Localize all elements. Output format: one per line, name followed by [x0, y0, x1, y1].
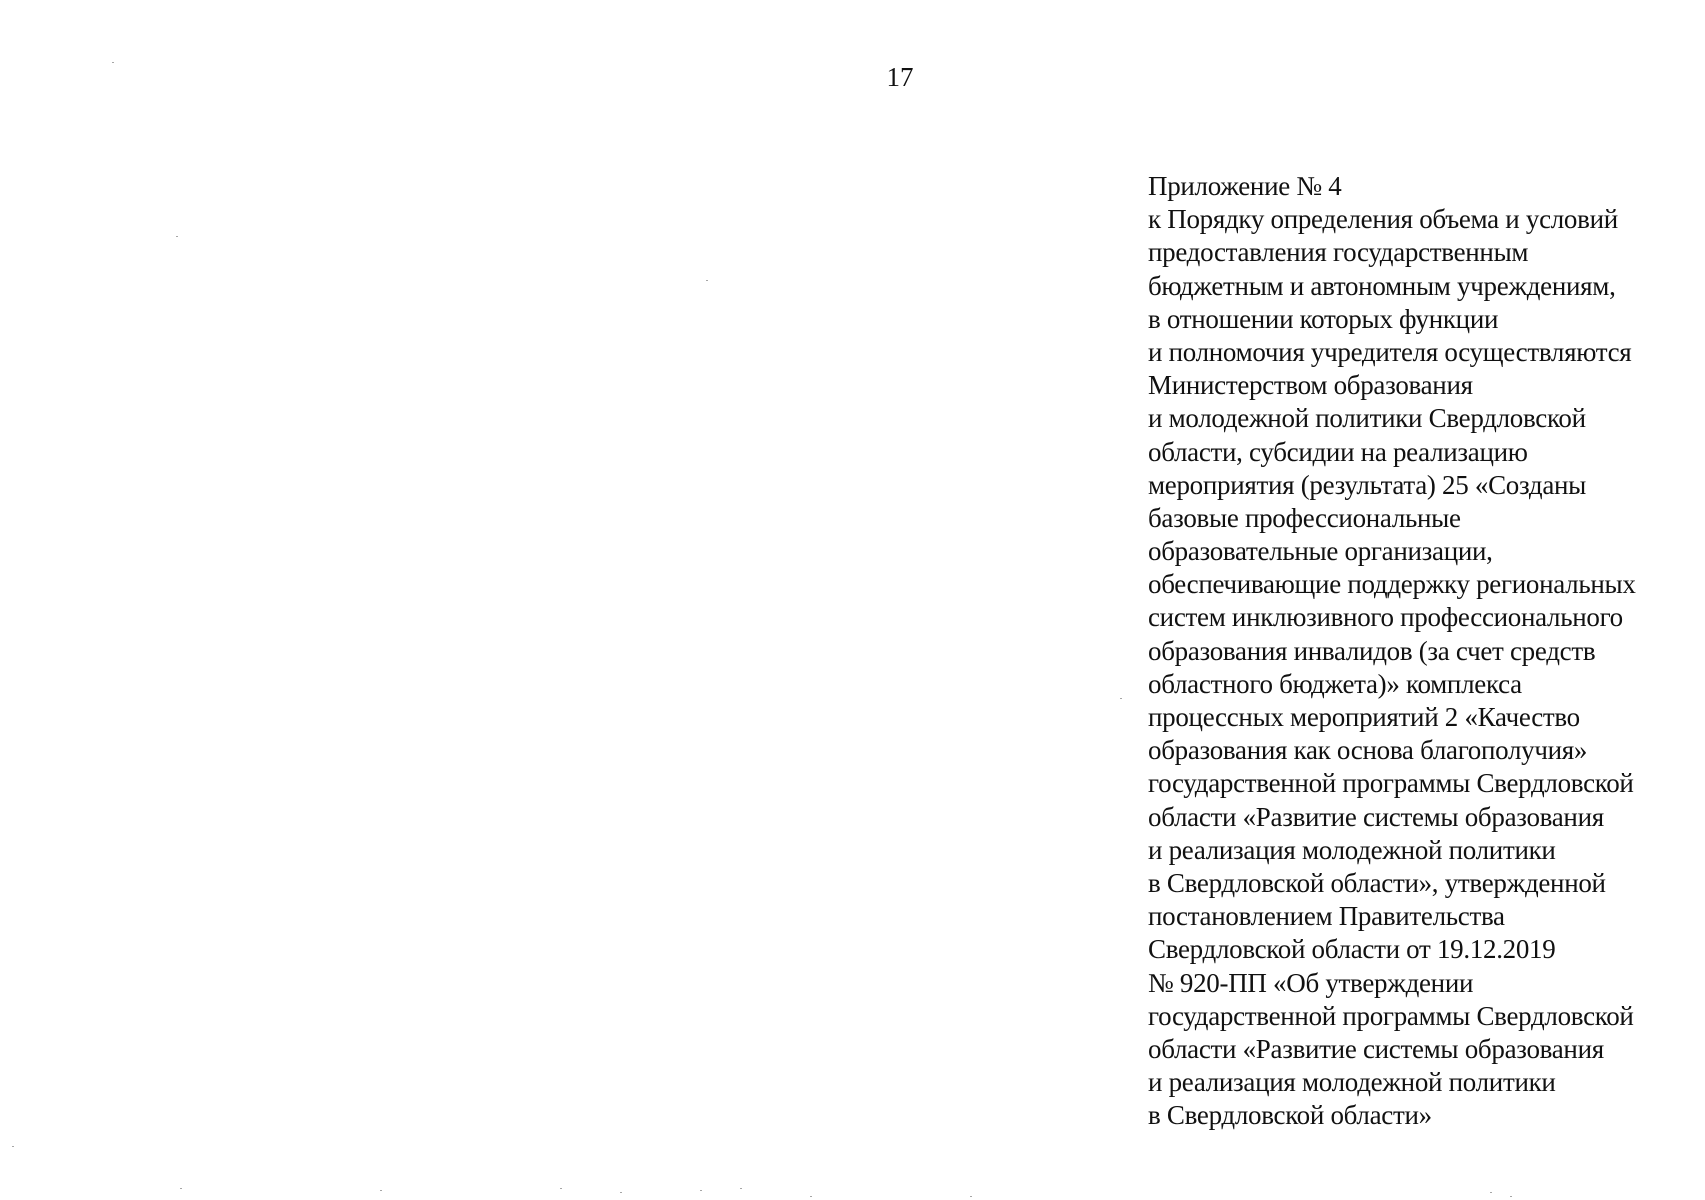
annex-line: областного бюджета)» комплекса: [1148, 668, 1522, 699]
annex-line: образовательные организации,: [1148, 536, 1493, 567]
annex-line: в Свердловской области», утвержденной: [1148, 867, 1606, 898]
annex-heading-block: [1148, 170, 1698, 1132]
annex-line: образования как основа благополучия»: [1148, 735, 1588, 766]
annex-line: бюджетным и автономным учреждениям,: [1148, 270, 1616, 301]
annex-line: и полномочия учредителя осуществляются: [1148, 336, 1632, 367]
scan-speck: [12, 1146, 14, 1147]
annex-line: и молодежной политики Свердловской: [1148, 403, 1586, 434]
annex-line: государственной программы Свердловской: [1148, 768, 1634, 799]
annex-line: и реализация молодежной политики: [1148, 834, 1556, 865]
annex-line: постановлением Правительства: [1148, 901, 1505, 932]
scan-speck: [180, 1188, 182, 1189]
scan-speck: [560, 1188, 562, 1189]
scan-speck: [380, 1190, 382, 1191]
annex-line: образования инвалидов (за счет средств: [1148, 635, 1596, 666]
annex-line: Министерством образования: [1148, 370, 1473, 401]
scan-speck: [700, 1190, 702, 1191]
annex-line: к Порядку определения объема и условий: [1148, 204, 1618, 235]
scan-speck: [1490, 1192, 1492, 1193]
annex-line: в отношении которых функции: [1148, 303, 1499, 334]
annex-line: области «Развитие системы образования: [1148, 1033, 1604, 1064]
scan-speck: [740, 1188, 742, 1189]
scan-speck: [810, 1196, 812, 1197]
annex-line: области, субсидии на реализацию: [1148, 436, 1528, 467]
annex-line: процессных мероприятий 2 «Качество: [1148, 702, 1580, 732]
scan-speck: [1120, 698, 1122, 699]
page-number: 17: [886, 62, 914, 92]
annex-line: в Свердловской области»: [1148, 1100, 1432, 1131]
annex-line: № 920-ПП «Об утверждении: [1148, 967, 1474, 998]
scan-speck: [620, 1192, 622, 1193]
annex-line: базовые профессиональные: [1148, 502, 1461, 533]
annex-line: и реализация молодежной политики: [1148, 1067, 1556, 1098]
scan-speck: [706, 280, 708, 281]
scan-speck: [1510, 1196, 1512, 1197]
annex-line: государственной программы Свердловской: [1148, 1000, 1634, 1031]
annex-line: области «Развитие системы образования: [1148, 801, 1604, 832]
annex-line: мероприятия (результата) 25 «Созданы: [1148, 469, 1586, 500]
scan-speck: [970, 1196, 972, 1197]
annex-line: Приложение № 4: [1148, 171, 1342, 201]
annex-line: обеспечивающие поддержку региональных: [1148, 569, 1636, 600]
scan-speck: [112, 62, 114, 63]
annex-line: предоставления государственным: [1148, 237, 1529, 268]
annex-line: Свердловской области от 19.12.2019: [1148, 934, 1556, 965]
scan-speck: [176, 236, 178, 237]
annex-line: систем инклюзивного профессионального: [1148, 602, 1623, 633]
